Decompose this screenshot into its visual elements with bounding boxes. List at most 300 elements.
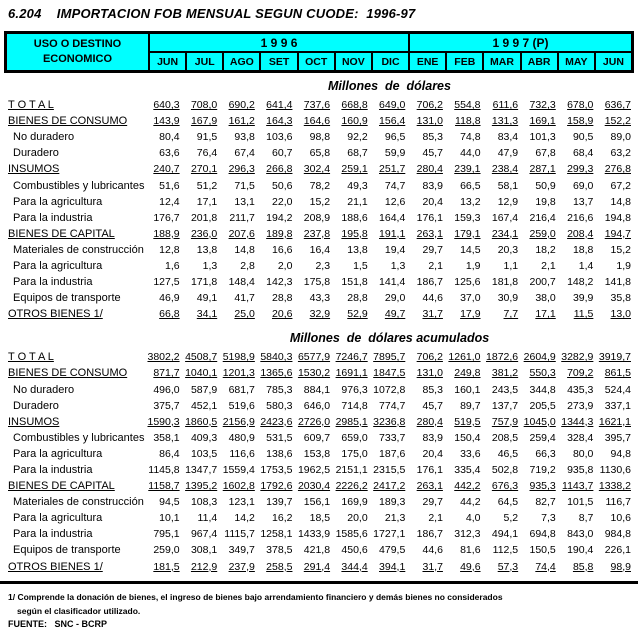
value-cell: 112,5 (492, 544, 519, 557)
value-cell: 189,8 (266, 227, 293, 240)
value-cell: 20,6 (272, 308, 293, 321)
value-cell: 240,7 (153, 163, 180, 176)
row-label: Para la industria (13, 528, 93, 541)
value-cell: 5,2 (503, 512, 519, 525)
value-cell: 1559,4 (222, 464, 255, 477)
value-cell: 16,2 (272, 512, 293, 525)
value-cell: 116,6 (229, 447, 255, 460)
table-row (4, 161, 634, 177)
value-cell: 160,1 (454, 383, 481, 396)
value-cell: 349,7 (228, 544, 255, 557)
value-cell: 46,9 (159, 292, 180, 305)
month-header-cell: NOV (336, 53, 371, 70)
table-row (4, 194, 634, 210)
value-cell: 131,3 (491, 115, 519, 128)
table-row (4, 226, 634, 242)
value-cell: 237,9 (228, 560, 255, 573)
value-cell: 66,3 (535, 447, 556, 460)
value-cell: 67,2 (610, 179, 631, 192)
value-cell: 13,0 (610, 308, 631, 321)
table-row (4, 542, 634, 558)
value-cell: 10,1 (159, 512, 180, 525)
month-header-cell: MAR (484, 53, 519, 70)
value-cell: 20,3 (497, 243, 519, 256)
value-cell: 12,9 (497, 195, 519, 208)
value-cell: 66,5 (460, 179, 481, 192)
footnotes (8, 590, 634, 629)
row-label: T O T A L (8, 351, 54, 364)
value-cell: 18,8 (572, 243, 594, 256)
value-cell: 299,3 (567, 163, 594, 176)
value-cell: 25,0 (234, 308, 255, 321)
value-cell: 150,4 (454, 431, 481, 444)
value-cell: 92,2 (347, 131, 368, 144)
value-cell: 171,8 (190, 276, 218, 289)
value-cell: 1590,3 (147, 415, 180, 428)
value-cell: 421,8 (303, 544, 331, 557)
value-cell: 32,9 (309, 308, 331, 321)
month-header-cell: ABR (522, 53, 557, 70)
value-cell: 7895,7 (373, 351, 406, 364)
value-cell: 1621,1 (598, 415, 631, 428)
table-row (4, 210, 634, 226)
value-cell: 2030,4 (297, 480, 331, 493)
month-header-cell: DIC (373, 53, 408, 70)
footnote-line2: según el clasificador utilizado. (17, 605, 141, 616)
value-cell: 187,6 (379, 447, 406, 460)
table-row (4, 414, 634, 430)
value-cell: 17,1 (535, 308, 556, 321)
value-cell: 143,9 (153, 115, 180, 128)
table-row (4, 242, 634, 258)
value-cell: 11,4 (197, 512, 218, 525)
value-cell: 67,8 (535, 147, 556, 160)
header-cell-uso-destino (7, 34, 148, 70)
value-cell: 131,0 (416, 115, 443, 128)
value-cell: 208,4 (567, 227, 594, 240)
value-cell: 1040,1 (185, 367, 218, 380)
value-cell: 44,6 (422, 544, 443, 557)
value-cell: 1602,8 (222, 480, 255, 493)
table-row (4, 306, 634, 322)
value-cell: 125,6 (454, 276, 481, 289)
value-cell: 554,8 (454, 99, 481, 112)
value-cell: 344,4 (341, 560, 368, 573)
value-cell: 101,5 (567, 496, 594, 509)
value-cell: 22,0 (272, 195, 293, 208)
value-cell: 85,8 (572, 560, 594, 573)
value-cell: 3236,8 (373, 415, 406, 428)
value-cell: 190,4 (567, 544, 594, 557)
value-cell: 35,8 (610, 292, 631, 305)
value-cell: 636,7 (604, 99, 631, 112)
value-cell: 795,1 (153, 528, 180, 541)
table-row (4, 145, 634, 161)
value-cell: 200,7 (529, 276, 556, 289)
value-cell: 74,8 (460, 131, 481, 144)
row-label: BIENES DE CONSUMO (8, 367, 128, 380)
value-cell: 66,8 (159, 308, 180, 321)
value-cell: 2,1 (541, 259, 556, 272)
value-cell: 1,4 (578, 259, 594, 272)
value-cell: 668,8 (341, 99, 368, 112)
value-cell: 169,1 (529, 115, 556, 128)
value-cell: 12,4 (159, 195, 180, 208)
value-cell: 649,0 (379, 99, 406, 112)
value-cell: 151,8 (341, 276, 368, 289)
value-cell: 19,4 (384, 243, 406, 256)
row-label: Duradero (13, 399, 59, 412)
value-cell: 28,8 (272, 292, 293, 305)
value-cell: 46,5 (497, 447, 519, 460)
value-cell: 16,6 (272, 243, 293, 256)
value-cell: 34,1 (196, 308, 218, 321)
value-cell: 156,4 (379, 115, 406, 128)
value-cell: 1145,8 (148, 464, 180, 477)
value-cell: 12,8 (159, 243, 180, 256)
value-cell: 161,2 (228, 115, 255, 128)
value-cell: 5840,3 (260, 351, 293, 364)
value-cell: 1,9 (465, 259, 481, 272)
value-cell: 2,0 (277, 259, 293, 272)
table-row (4, 494, 634, 510)
value-cell: 1258,1 (260, 528, 293, 541)
value-cell: 234,1 (491, 227, 519, 240)
value-cell: 50,9 (535, 179, 556, 192)
value-cell: 33,6 (460, 447, 481, 460)
value-cell: 63,2 (610, 147, 631, 160)
value-cell: 13,7 (572, 195, 594, 208)
value-cell: 191,1 (379, 227, 406, 240)
value-cell: 212,9 (190, 560, 218, 573)
value-cell: 2423,6 (260, 415, 293, 428)
value-cell: 1344,3 (561, 415, 594, 428)
value-cell: 239,1 (454, 163, 481, 176)
month-header-cell: AGO (224, 53, 259, 70)
value-cell: 2,1 (428, 259, 443, 272)
value-cell: 452,1 (190, 399, 218, 412)
value-cell: 49,1 (196, 292, 218, 305)
value-cell: 1347,7 (185, 464, 218, 477)
value-cell: 169,9 (341, 496, 368, 509)
value-cell: 152,2 (604, 115, 631, 128)
value-cell: 18,2 (535, 243, 556, 256)
value-cell: 58,1 (497, 179, 519, 192)
row-label: Para la agricultura (13, 447, 103, 460)
value-cell: 186,7 (416, 276, 443, 289)
value-cell: 733,7 (379, 431, 406, 444)
value-cell: 3282,9 (561, 351, 594, 364)
value-cell: 935,3 (529, 480, 556, 493)
value-cell: 236,0 (190, 227, 218, 240)
value-cell: 94,8 (610, 447, 631, 460)
value-cell: 1847,5 (373, 367, 406, 380)
value-cell: 90,5 (572, 131, 594, 144)
value-cell: 1143,7 (562, 480, 594, 493)
value-cell: 344,8 (529, 383, 556, 396)
value-cell: 1338,2 (598, 480, 631, 493)
value-cell: 2417,2 (373, 480, 406, 493)
value-cell: 2,1 (428, 512, 443, 525)
value-cell: 1727,1 (373, 528, 406, 541)
value-cell: 208,5 (491, 431, 519, 444)
value-cell: 74,7 (384, 179, 406, 192)
row-label: INSUMOS (8, 163, 60, 176)
value-cell: 188,9 (153, 227, 180, 240)
value-cell: 29,7 (422, 496, 443, 509)
value-cell: 176,7 (153, 211, 180, 224)
value-cell: 74,4 (535, 560, 556, 573)
value-cell: 737,6 (303, 99, 331, 112)
row-label: Para la agricultura (13, 512, 103, 525)
value-cell: 216,4 (529, 211, 556, 224)
value-cell: 176,1 (416, 464, 443, 477)
value-cell: 328,4 (567, 431, 594, 444)
value-cell: 1433,9 (297, 528, 331, 541)
value-cell: 494,1 (491, 528, 519, 541)
row-label: Para la industria (13, 211, 93, 224)
value-cell: 14,5 (460, 243, 481, 256)
value-cell: 238,4 (491, 163, 519, 176)
value-cell: 80,4 (159, 131, 180, 144)
value-cell: 312,3 (454, 528, 481, 541)
value-cell: 395,7 (604, 431, 631, 444)
value-cell: 167,9 (190, 115, 218, 128)
value-cell: 2726,0 (297, 415, 331, 428)
value-cell: 646,0 (303, 399, 331, 412)
value-cell: 41,7 (234, 292, 255, 305)
value-cell: 291,4 (303, 560, 331, 573)
row-label: Para la agricultura (13, 259, 103, 272)
value-cell: 181,8 (491, 276, 519, 289)
value-cell: 871,7 (153, 367, 180, 380)
value-cell: 108,3 (190, 496, 218, 509)
value-cell: 7,7 (503, 308, 519, 321)
value-cell: 706,2 (416, 351, 443, 364)
data-rows (4, 97, 634, 322)
row-label: Duradero (13, 147, 59, 160)
value-cell: 587,9 (190, 383, 218, 396)
value-cell: 757,9 (491, 415, 519, 428)
value-cell: 85,3 (422, 383, 443, 396)
value-cell: 690,2 (228, 99, 255, 112)
value-cell: 2226,2 (335, 480, 368, 493)
value-cell: 98,9 (610, 560, 631, 573)
value-cell: 43,3 (309, 292, 331, 305)
value-cell: 57,3 (497, 560, 519, 573)
value-cell: 30,9 (497, 292, 519, 305)
value-cell: 44,0 (460, 147, 481, 160)
value-cell: 1691,1 (335, 367, 368, 380)
value-cell: 98,8 (309, 131, 331, 144)
value-cell: 1365,6 (260, 367, 293, 380)
value-cell: 409,3 (190, 431, 218, 444)
value-cell: 2151,1 (335, 464, 368, 477)
value-cell: 732,3 (529, 99, 556, 112)
value-cell: 659,0 (341, 431, 368, 444)
table-row (4, 258, 634, 274)
value-cell: 64,5 (497, 496, 519, 509)
value-cell: 1045,0 (523, 415, 556, 428)
value-cell: 10,6 (610, 512, 631, 525)
value-cell: 194,8 (604, 211, 631, 224)
value-cell: 216,6 (567, 211, 594, 224)
value-cell: 7,3 (541, 512, 556, 525)
value-cell: 159,3 (454, 211, 481, 224)
row-label: Materiales de construcción (13, 243, 144, 256)
value-cell: 17,1 (196, 195, 218, 208)
value-cell: 263,1 (416, 227, 443, 240)
value-cell: 243,5 (491, 383, 519, 396)
footnote-divider (0, 581, 638, 584)
value-cell: 861,5 (604, 367, 631, 380)
value-cell: 103,5 (190, 447, 218, 460)
value-cell: 211,7 (229, 211, 255, 224)
table-row (4, 349, 634, 365)
value-cell: 29,7 (422, 243, 443, 256)
value-cell: 3802,2 (147, 351, 180, 364)
table-header (4, 31, 634, 73)
value-cell: 442,2 (454, 480, 481, 493)
value-cell: 179,1 (454, 227, 481, 240)
value-cell: 131,0 (416, 367, 443, 380)
value-cell: 335,4 (454, 464, 481, 477)
value-cell: 1530,2 (297, 367, 331, 380)
value-cell: 884,1 (303, 383, 331, 396)
value-cell: 708,0 (190, 99, 218, 112)
value-cell: 1872,6 (486, 351, 519, 364)
table-row (4, 129, 634, 145)
value-cell: 609,7 (303, 431, 331, 444)
value-cell: 81,6 (460, 544, 481, 557)
value-cell: 186,7 (416, 528, 443, 541)
value-cell: 681,7 (228, 383, 255, 396)
value-cell: 101,3 (529, 131, 556, 144)
row-label: Equipos de transporte (13, 292, 121, 305)
table-row (4, 274, 634, 290)
value-cell: 118,8 (455, 115, 481, 128)
value-cell: 83,9 (422, 179, 443, 192)
value-cell: 96,5 (384, 131, 406, 144)
row-label: BIENES DE CAPITAL (8, 480, 115, 493)
value-cell: 116,7 (605, 496, 631, 509)
value-cell: 263,1 (416, 480, 443, 493)
table-row (4, 382, 634, 398)
table-row (4, 365, 634, 381)
value-cell: 194,7 (604, 227, 631, 240)
value-cell: 3919,7 (598, 351, 631, 364)
section-millones (4, 79, 634, 322)
table-row (4, 113, 634, 129)
value-cell: 141,8 (604, 276, 631, 289)
value-cell: 435,3 (567, 383, 594, 396)
footnote-line1: 1/ Comprende la donación de bienes, el ingreso de bienes bajo arrendamiento financiero y demás bienes no considerados (8, 591, 503, 602)
value-cell: 142,3 (266, 276, 293, 289)
value-cell: 496,0 (153, 383, 180, 396)
value-cell: 694,8 (529, 528, 556, 541)
value-cell: 519,5 (454, 415, 481, 428)
value-cell: 78,2 (309, 179, 331, 192)
value-cell: 83,4 (497, 131, 519, 144)
value-cell: 188,6 (341, 211, 368, 224)
value-cell: 479,5 (379, 544, 406, 557)
value-cell: 7246,7 (335, 351, 368, 364)
value-cell: 4,0 (465, 512, 481, 525)
value-cell: 709,2 (567, 367, 594, 380)
value-cell: 1072,8 (373, 383, 406, 396)
value-cell: 5198,9 (222, 351, 255, 364)
value-cell: 580,3 (266, 399, 293, 412)
value-cell: 394,1 (379, 560, 406, 573)
value-cell: 774,7 (379, 399, 406, 412)
value-cell: 181,5 (153, 560, 180, 573)
value-cell: 85,3 (422, 131, 443, 144)
value-cell: 2985,1 (335, 415, 368, 428)
value-cell: 164,4 (379, 211, 406, 224)
value-cell: 280,4 (416, 415, 443, 428)
value-cell: 19,8 (535, 195, 556, 208)
value-cell: 1,9 (616, 259, 631, 272)
value-cell: 502,8 (491, 464, 519, 477)
month-header-cell: ENE (410, 53, 445, 70)
value-cell: 12,6 (384, 195, 406, 208)
value-cell: 176,1 (416, 211, 443, 224)
value-cell: 1261,0 (448, 351, 481, 364)
row-label: INSUMOS (8, 415, 60, 428)
value-cell: 237,8 (303, 227, 331, 240)
table-row (4, 446, 634, 462)
row-label: Materiales de construcción (13, 496, 144, 509)
value-cell: 719,2 (529, 464, 556, 477)
header-uso-destino-line2: ECONOMICO (42, 53, 113, 65)
value-cell: 519,6 (228, 399, 255, 412)
value-cell: 273,9 (567, 399, 594, 412)
value-cell: 640,3 (153, 99, 180, 112)
table-row (4, 398, 634, 414)
value-cell: 2315,5 (373, 464, 406, 477)
value-cell: 45,7 (422, 147, 443, 160)
value-cell: 13,8 (196, 243, 218, 256)
value-cell: 480,9 (228, 431, 255, 444)
value-cell: 175,0 (341, 447, 368, 460)
value-cell: 676,3 (491, 480, 519, 493)
value-cell: 2,8 (240, 259, 255, 272)
value-cell: 337,1 (604, 399, 631, 412)
row-label: Para la industria (13, 464, 93, 477)
header-uso-destino-line1: USO O DESTINO (33, 38, 122, 50)
value-cell: 60,7 (272, 147, 293, 160)
value-cell: 141,4 (379, 276, 406, 289)
value-cell: 67,4 (234, 147, 255, 160)
row-label: No duradero (13, 131, 75, 144)
value-cell: 205,5 (529, 399, 556, 412)
value-cell: 714,8 (341, 399, 368, 412)
value-cell: 208,9 (303, 211, 331, 224)
value-cell: 976,3 (341, 383, 368, 396)
value-cell: 276,8 (604, 163, 631, 176)
value-cell: 189,3 (379, 496, 406, 509)
value-cell: 164,6 (303, 115, 331, 128)
value-cell: 531,5 (266, 431, 293, 444)
month-header-cell: JUN (150, 53, 185, 70)
value-cell: 29,0 (384, 292, 406, 305)
value-cell: 52,9 (347, 308, 368, 321)
value-cell: 50,6 (272, 179, 293, 192)
row-label: Combustibles y lubricantes (13, 179, 145, 192)
value-cell: 138,6 (266, 447, 293, 460)
value-cell: 47,9 (497, 147, 519, 160)
value-cell: 785,3 (266, 383, 293, 396)
